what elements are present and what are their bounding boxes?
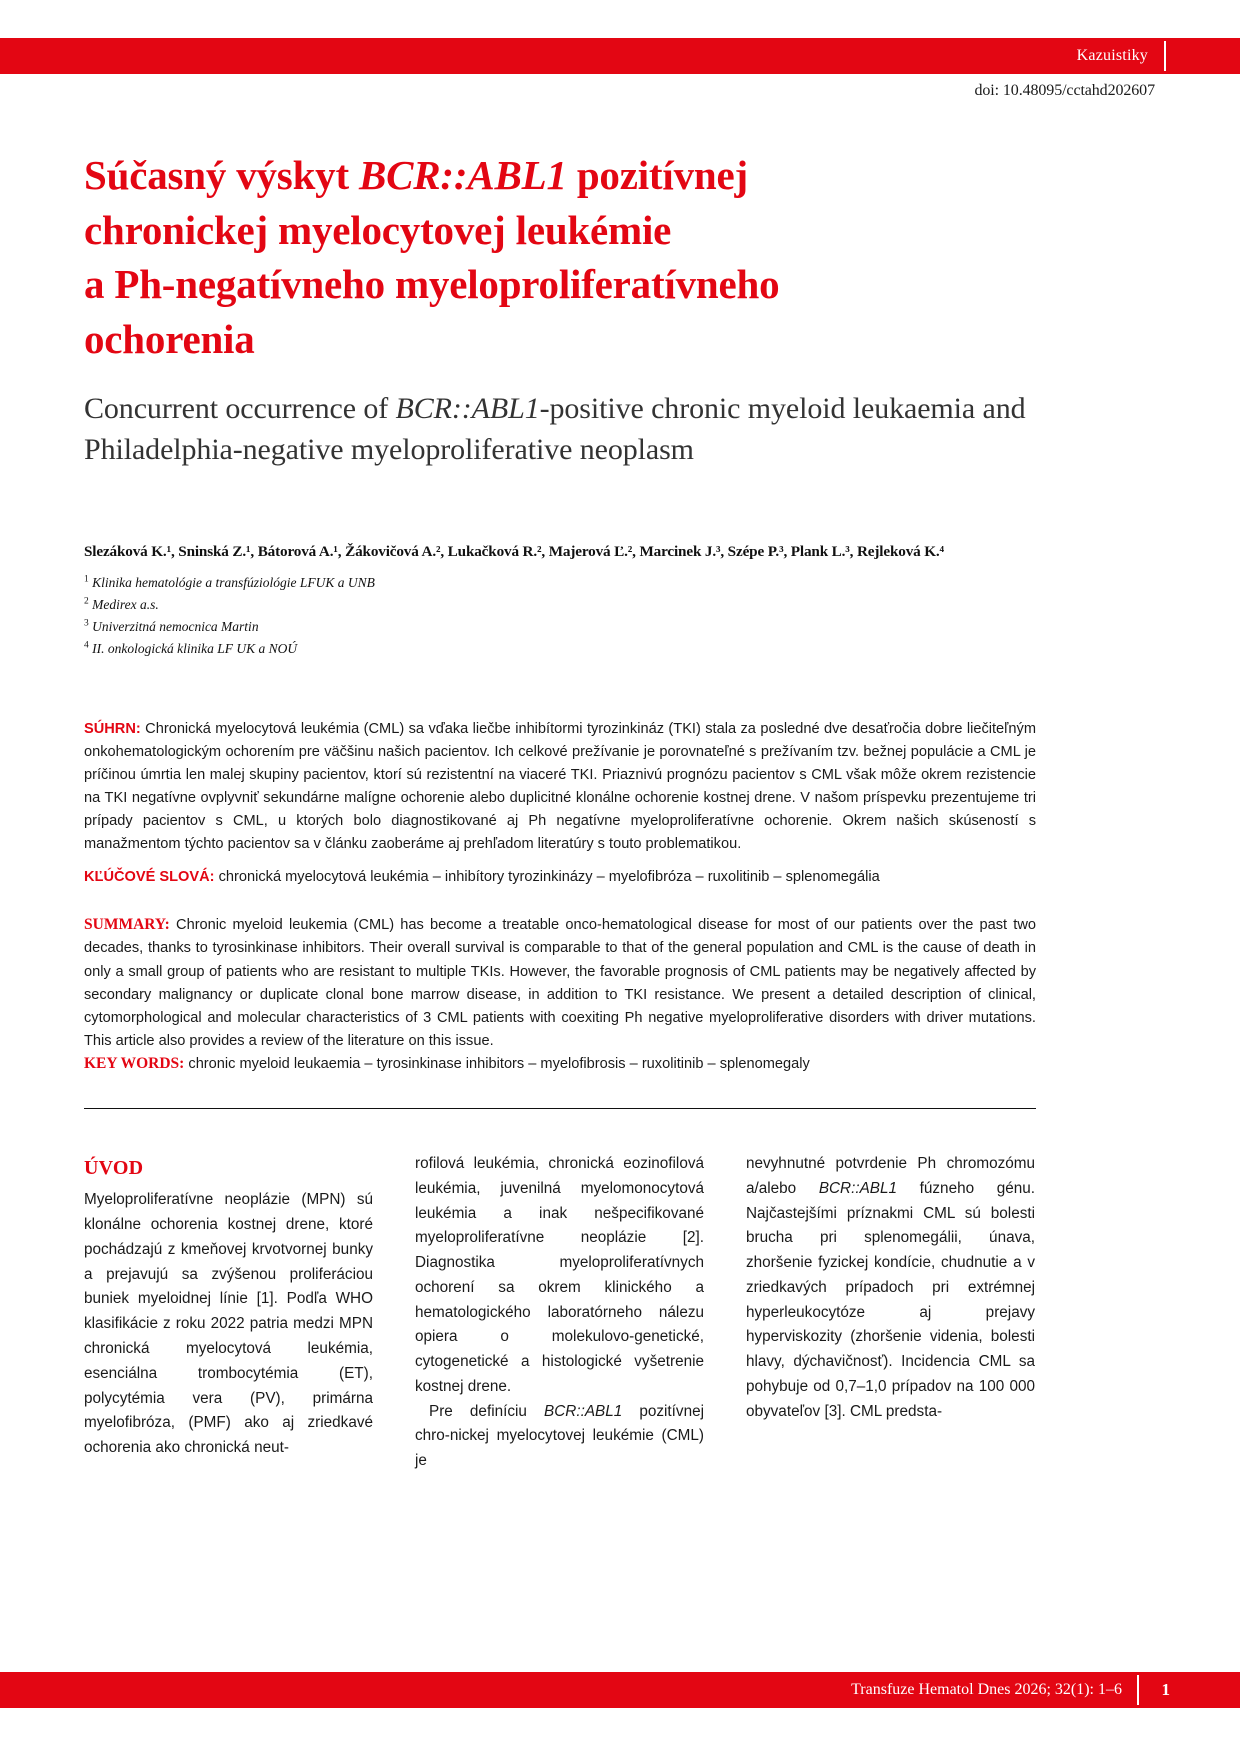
body-column-2 bbox=[415, 1152, 704, 1470]
section-divider bbox=[84, 1108, 1036, 1109]
body-gene-italic: BCR::ABL1 bbox=[818, 1179, 898, 1197]
body-columns bbox=[84, 1152, 1036, 1470]
page-title-english bbox=[84, 388, 1044, 471]
body-paragraph bbox=[415, 1400, 704, 1474]
header-band bbox=[0, 38, 1240, 74]
body-gene-italic: BCR::ABL1 bbox=[544, 1402, 623, 1420]
page-number: 1 bbox=[1161, 1680, 1170, 1699]
affiliation-text: Univerzitná nemocnica Martin bbox=[92, 618, 259, 634]
title-en-pre: Concurrent occurrence of bbox=[84, 392, 396, 426]
body-text-pre: nevyhnutné potvrdenie Ph chromozómu a/alebo bbox=[746, 1155, 1035, 1197]
title-sk-line4: ochorenia bbox=[84, 315, 255, 362]
title-en-post: -positive chronic myeloid leukaemia and Philadelphia-negative myeloproliferative neoplasm bbox=[84, 392, 1026, 467]
abstract-english bbox=[84, 913, 1036, 1053]
keywords-slovak bbox=[84, 866, 1036, 889]
keywords-english-text: chronic myeloid leukaemia – tyrosinkinase inhibitors – myelofibrosis – ruxolitinib – splenomegaly bbox=[184, 1056, 810, 1072]
header-divider-rule bbox=[1164, 41, 1166, 71]
body-column-3 bbox=[746, 1152, 1035, 1432]
title-sk-line1-post: pozitívnej bbox=[566, 152, 748, 198]
affiliation-text: II. onkologická klinika LF UK a NOÚ bbox=[92, 640, 298, 656]
title-sk-line3: a Ph-negatívneho myeloproliferatívneho bbox=[84, 261, 780, 308]
body-text-post: fúzneho génu. Najčastejšími príznakmi CML sú bolesti brucha pri splenomegálii, únava, zhoršenie fyzickej kondície, chudnutie a v zriedkavých prípadoch pri extrémnej hyperleukocytóze aj prejavy hyperviskozity (zhoršenie videnia, bolesti hlavy, dýchavičnosť). Incidencia CML sa pohybuje od 0,7–1,0 prípadov na 100 000 obyvateľov [3]. CML predsta- bbox=[746, 1179, 1035, 1420]
body-text-pre: Pre definíciu bbox=[429, 1402, 545, 1420]
page-title-slovak bbox=[84, 148, 1044, 366]
body-paragraph: rofilová leukémia, chronická eozinofilová leukémia, juvenilná myelomonocytová leukémia a inak nešpecifikované myeloproliferatívne neoplázie [2]. Diagnostika myeloproliferatívnych ochorení sa okrem klinického a hematologického laboratórneho nálezu opiera o molekulovo-genetické, cytogenetické a histologické vyšetrenie kostnej drene. bbox=[415, 1155, 704, 1395]
keywords-slovak-text: chronická myelocytová leukémia – inhibítory tyrozinkinázy – myelofibróza – ruxolitinib – splenomegália bbox=[214, 869, 880, 885]
body-paragraph bbox=[746, 1152, 1035, 1424]
abstract-english-label: SUMMARY: bbox=[84, 916, 170, 933]
footer-band bbox=[0, 1672, 1240, 1708]
body-column-1 bbox=[84, 1152, 373, 1457]
keywords-slovak-label: KĽÚČOVÉ SLOVÁ: bbox=[84, 869, 215, 885]
affiliation-marker: 1 bbox=[84, 574, 89, 585]
title-en-gene-italic: BCR::ABL1 bbox=[395, 392, 540, 426]
body-text-post: pozitívnej chro-nickej myelocytovej leukémie (CML) je bbox=[415, 1402, 704, 1470]
title-block bbox=[84, 148, 1044, 471]
affiliation-marker: 2 bbox=[84, 596, 89, 607]
keywords-english-label: KEY WORDS: bbox=[84, 1055, 185, 1072]
header-rubric: Kazuistiky bbox=[1076, 47, 1148, 64]
title-sk-gene-italic: BCR::ABL1 bbox=[358, 152, 567, 198]
doi-text: doi: 10.48095/cctahd202607 bbox=[974, 82, 1155, 99]
affiliation-marker: 3 bbox=[84, 618, 89, 629]
title-sk-line2: chronickej myelocytovej leukémie bbox=[84, 206, 672, 253]
affiliation-item bbox=[84, 572, 784, 594]
affiliation-item bbox=[84, 638, 784, 660]
abstract-slovak-text: Chronická myelocytová leukémia (CML) sa vďaka liečbe inhibítormi tyrozinkináz (TKI) stala za posledné dve desaťročia dobre liečiteľným onkohematologickým ochorením pre väčšinu našich pacientov. Ich celkové prežívanie je porovnateľné s prežívaním tzv. bežnej populácie a CML je príčinou úmrtia len malej skupiny pacientov, ktorí sú rezistentní na viaceré TKI. Priaznivú prognózu pacientov s CML však môže okrem rezistencie na TKI negatívne ovplyvniť sekundárne malígne ochorenie alebo duplicitné klonálne ochorenie kostnej drene. V našom príspevku prezentujeme tri prípady pacientov s CML, u ktorých bolo diagnostikované aj Ph negatívne myeloproliferatívne ochorenie. Okrem našich skúseností s manažmentom týchto pacientov sa v článku zaoberáme aj prehľadom literatúry s touto problematikou. bbox=[84, 721, 1036, 853]
affiliation-list bbox=[84, 572, 784, 659]
footer-divider-rule bbox=[1137, 1675, 1139, 1705]
footer-citation: Transfuze Hematol Dnes 2026; 32(1): 1–6 bbox=[851, 1681, 1122, 1698]
abstract-slovak bbox=[84, 718, 1036, 856]
affiliation-text: Klinika hematológie a transfúziológie LFUK a UNB bbox=[92, 575, 375, 590]
abstract-slovak-label: SÚHRN: bbox=[84, 721, 141, 737]
affiliation-item bbox=[84, 594, 784, 616]
affiliation-marker: 4 bbox=[84, 640, 89, 651]
abstract-english-text: Chronic myeloid leukemia (CML) has become a treatable onco-hematological disease for most of our patients over the past two decades, thanks to tyrosinkinase inhibitors. Their overall survival is comparable to that of the general population and CML is the cause of death in only a small group of patients who are resistant to multiple TKIs. However, the favorable prognosis of CML patients may be negatively affected by secondary malignancy or duplicate clonal bone marrow disease, in addition to TKI resistance. We present a detailed description of clinical, cytomorphological and molecular characteristics of 3 CML patients with coexiting Ph negative myeloproliferative disorders with driver mutations. This article also provides a review of the literature on this issue. bbox=[84, 917, 1036, 1049]
body-paragraph: Myeloproliferatívne neoplázie (MPN) sú klonálne ochorenia kostnej drene, ktoré pochádzajú z kmeňovej krvotvornej bunky a prejavujú sa zvýšenou proliferáciou buniek myeloidnej línie [1]. Podľa WHO klasifikácie z roku 2022 patria medzi MPN chronická myelocytová leukémia, esenciálna trombocytémia (ET), polycytémia vera (PV), primárna myelofibróza, (PMF) ako aj zriedkavé ochorenia ako chronická neut- bbox=[84, 1191, 373, 1457]
affiliation-item bbox=[84, 616, 784, 638]
author-list: Slezáková K.¹, Sninská Z.¹, Bátorová A.¹, Žákovičová A.², Lukačková R.², Majerová Ľ.², Marcinek J.³, Szépe P.³, Plank L.³, Rejleková K.⁴ bbox=[84, 543, 944, 560]
section-heading-uvod: ÚVOD bbox=[84, 1157, 144, 1179]
keywords-english bbox=[84, 1052, 1036, 1076]
title-sk-line1-pre: Súčasný výskyt bbox=[84, 152, 359, 198]
affiliation-text: Medirex a.s. bbox=[92, 596, 159, 612]
